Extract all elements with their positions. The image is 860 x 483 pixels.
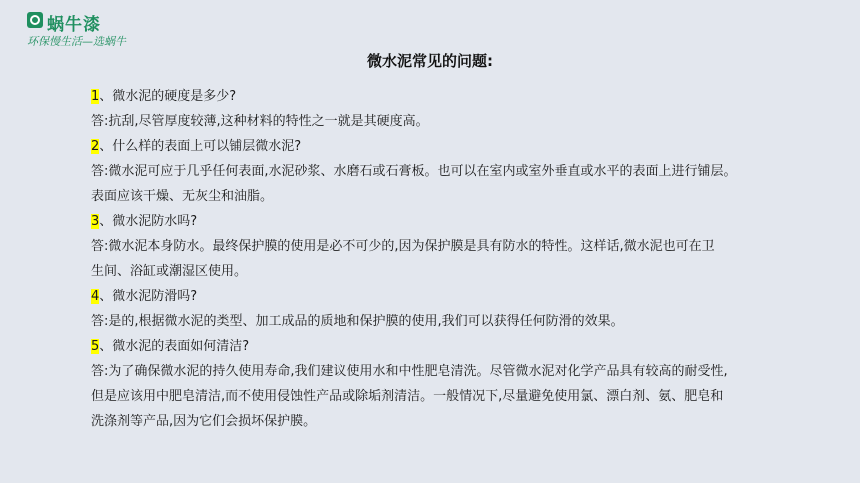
question-text: 、微水泥的硬度是多少? — [99, 89, 237, 104]
page-title: 微水泥常见的问题: — [367, 52, 493, 70]
question-number: 1 — [91, 89, 100, 104]
brand-name: 蜗牛漆 — [47, 15, 101, 35]
question-number: 4 — [91, 289, 100, 304]
faq-item — [91, 284, 831, 334]
faq-item — [91, 84, 831, 134]
question-number: 3 — [91, 214, 100, 229]
faq-item — [91, 334, 831, 434]
brand-slogan: 环保慢生活—选蜗牛 — [27, 35, 126, 48]
faq-answer-line: 答:微水泥可应于几乎任何表面,水泥砂浆、水磨石或石膏板。也可以在室内或室外垂直或水平的表面上进行铺层。 — [91, 164, 737, 179]
question-text: 、什么样的表面上可以铺层微水泥? — [99, 139, 302, 154]
question-number: 2 — [91, 139, 100, 154]
question-text: 、微水泥防水吗? — [99, 214, 198, 229]
faq-question — [91, 134, 831, 159]
question-text: 、微水泥防滑吗? — [99, 289, 198, 304]
faq-list — [91, 84, 831, 434]
faq-answer-line: 但是应该用中肥皂清洁,而不使用侵蚀性产品或除垢剂清洁。一般情况下,尽量避免使用氯、漂白剂、氨、肥皂和 — [91, 389, 724, 404]
faq-item — [91, 134, 831, 209]
faq-answer-line: 生间、浴缸或潮湿区使用。 — [91, 264, 248, 279]
faq-question — [91, 284, 831, 309]
faq-answer-line: 洗涤剂等产品,因为它们会损坏保护膜。 — [91, 414, 317, 429]
question-text: 、微水泥的表面如何清洁? — [99, 339, 250, 354]
faq-question — [91, 84, 831, 109]
faq-answer-line: 答:是的,根据微水泥的类型、加工成品的质地和保护膜的使用,我们可以获得任何防滑的效果。 — [91, 314, 624, 329]
faq-answer-line: 答:抗刮,尽管厚度较薄,这种材料的特性之一就是其硬度高。 — [91, 114, 429, 129]
faq-answer-line: 答:微水泥本身防水。最终保护膜的使用是必不可少的,因为保护膜是具有防水的特性。这样话,微水泥也可在卫 — [91, 239, 715, 254]
faq-question — [91, 209, 831, 234]
faq-item — [91, 209, 831, 284]
faq-answer-line: 答:为了确保微水泥的持久使用寿命,我们建议使用水和中性肥皂清洗。尽管微水泥对化学产品具有较高的耐受性, — [91, 364, 728, 379]
brand-logo — [27, 10, 147, 50]
snail-logo-icon — [27, 12, 43, 28]
faq-answer-line: 表面应该干燥、无灰尘和油脂。 — [91, 189, 274, 204]
faq-question — [91, 334, 831, 359]
question-number: 5 — [91, 339, 100, 354]
